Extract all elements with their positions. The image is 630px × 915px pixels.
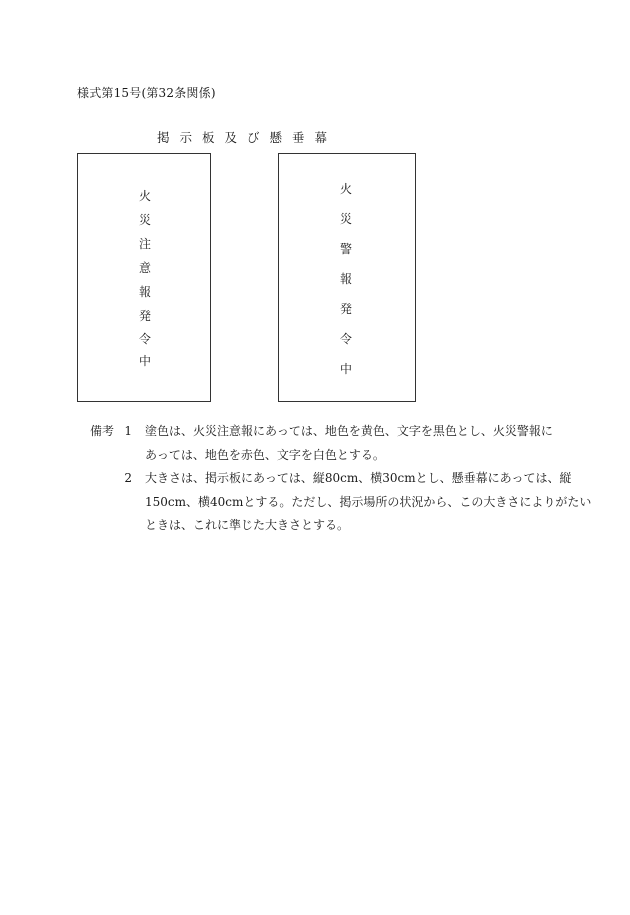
board-char: 発: [138, 309, 151, 323]
banner-char: 発: [339, 302, 352, 316]
remark-number: 2: [124, 471, 132, 485]
board-char: 中: [138, 354, 151, 368]
form-number: 様式第15号(第32条関係): [77, 86, 216, 100]
remark-line: 塗色は、火災注意報にあっては、地色を黄色、文字を黒色とし、火災警報に: [145, 424, 553, 438]
banner-char: 火: [339, 182, 352, 196]
board-char: 注: [138, 237, 151, 251]
banner-char: 令: [339, 332, 352, 346]
banner-char: 中: [339, 362, 352, 376]
banner-char: 災: [339, 212, 352, 226]
remarks-section: [90, 420, 592, 538]
remark-text: [130, 467, 592, 538]
remark-text: [130, 420, 560, 467]
document-title: 掲示板及び懸垂幕: [157, 130, 338, 145]
remark-item: [90, 420, 560, 467]
remark-line: ときは、これに準じた大きさとする。: [145, 518, 350, 532]
remark-line: 大きさは、掲示板にあっては、縦80cm、横30cmとし、懸垂幕にあっては、縦: [145, 471, 572, 485]
board-char: 令: [138, 332, 151, 346]
notice-board-left: [77, 153, 211, 402]
remark-line: あっては、地色を赤色、文字を白色とする。: [145, 447, 385, 462]
remark-item: [90, 467, 592, 538]
remark-line: 150cm、横40cmとする。ただし、掲示場所の状況から、この大きさによりがたい: [145, 494, 592, 509]
board-char: 災: [138, 213, 151, 227]
board-char: 報: [138, 285, 151, 299]
banner-char: 報: [339, 272, 352, 286]
hanging-banner-right: [278, 153, 416, 402]
banner-char: 警: [339, 242, 352, 256]
remarks-label: 備考: [90, 424, 115, 438]
board-char: 火: [138, 189, 151, 203]
board-char: 意: [138, 261, 151, 275]
remark-number: 1: [124, 424, 132, 438]
